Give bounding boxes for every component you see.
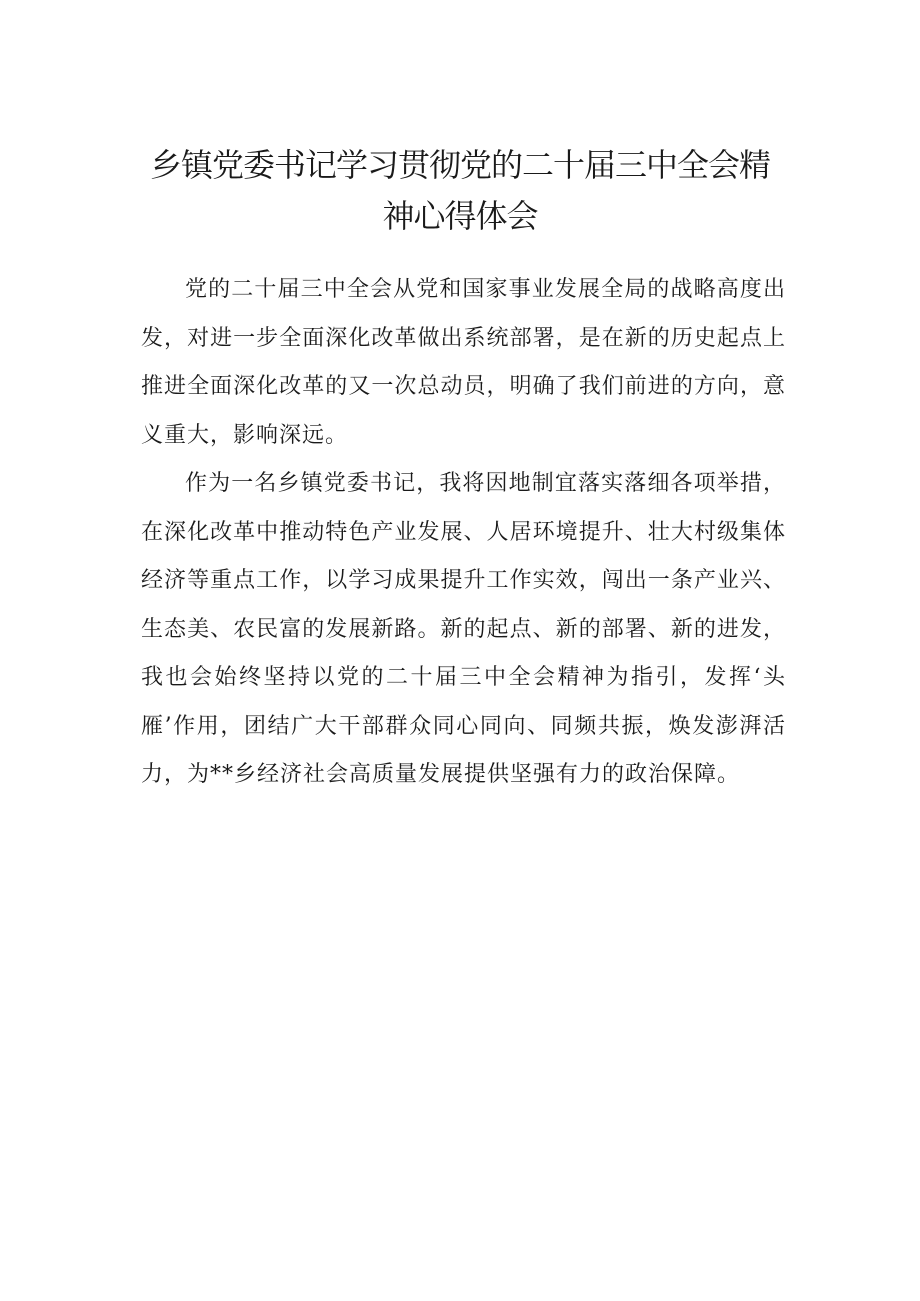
document-body [141, 266, 786, 800]
document-title [120, 140, 800, 242]
document-title-line-2: 神心得体会 [382, 197, 538, 235]
paragraph-1: 党的二十届三中全会从党和国家事业发展全局的战略高度出发，对进一步全面深化改革做出系统部署，是在新的历史起点上推进全面深化改革的又一次总动员，明确了我们前进的方向，意义重大，影响深远。 [141, 277, 786, 448]
document-title-line-1: 乡镇党委书记学习贯彻党的二十届三中全会精 [149, 146, 770, 184]
paragraph-2: 作为一名乡镇党委书记，我将因地制宜落实落细各项举措，在深化改革中推动特色产业发展、人居环境提升、壮大村级集体经济等重点工作，以学习成果提升工作实效，闯出一条产业兴、生态美、农民富的发展新路。新的起点、新的部署、新的进发，我也会始终坚持以党的二十届三中全会精神为指引，发挥‘头雁’作用，团结广大干部群众同心同向、同频共振，焕发澎湃活力，为**乡经济社会高质量发展提供坚强有力的政治保障。 [141, 471, 786, 787]
